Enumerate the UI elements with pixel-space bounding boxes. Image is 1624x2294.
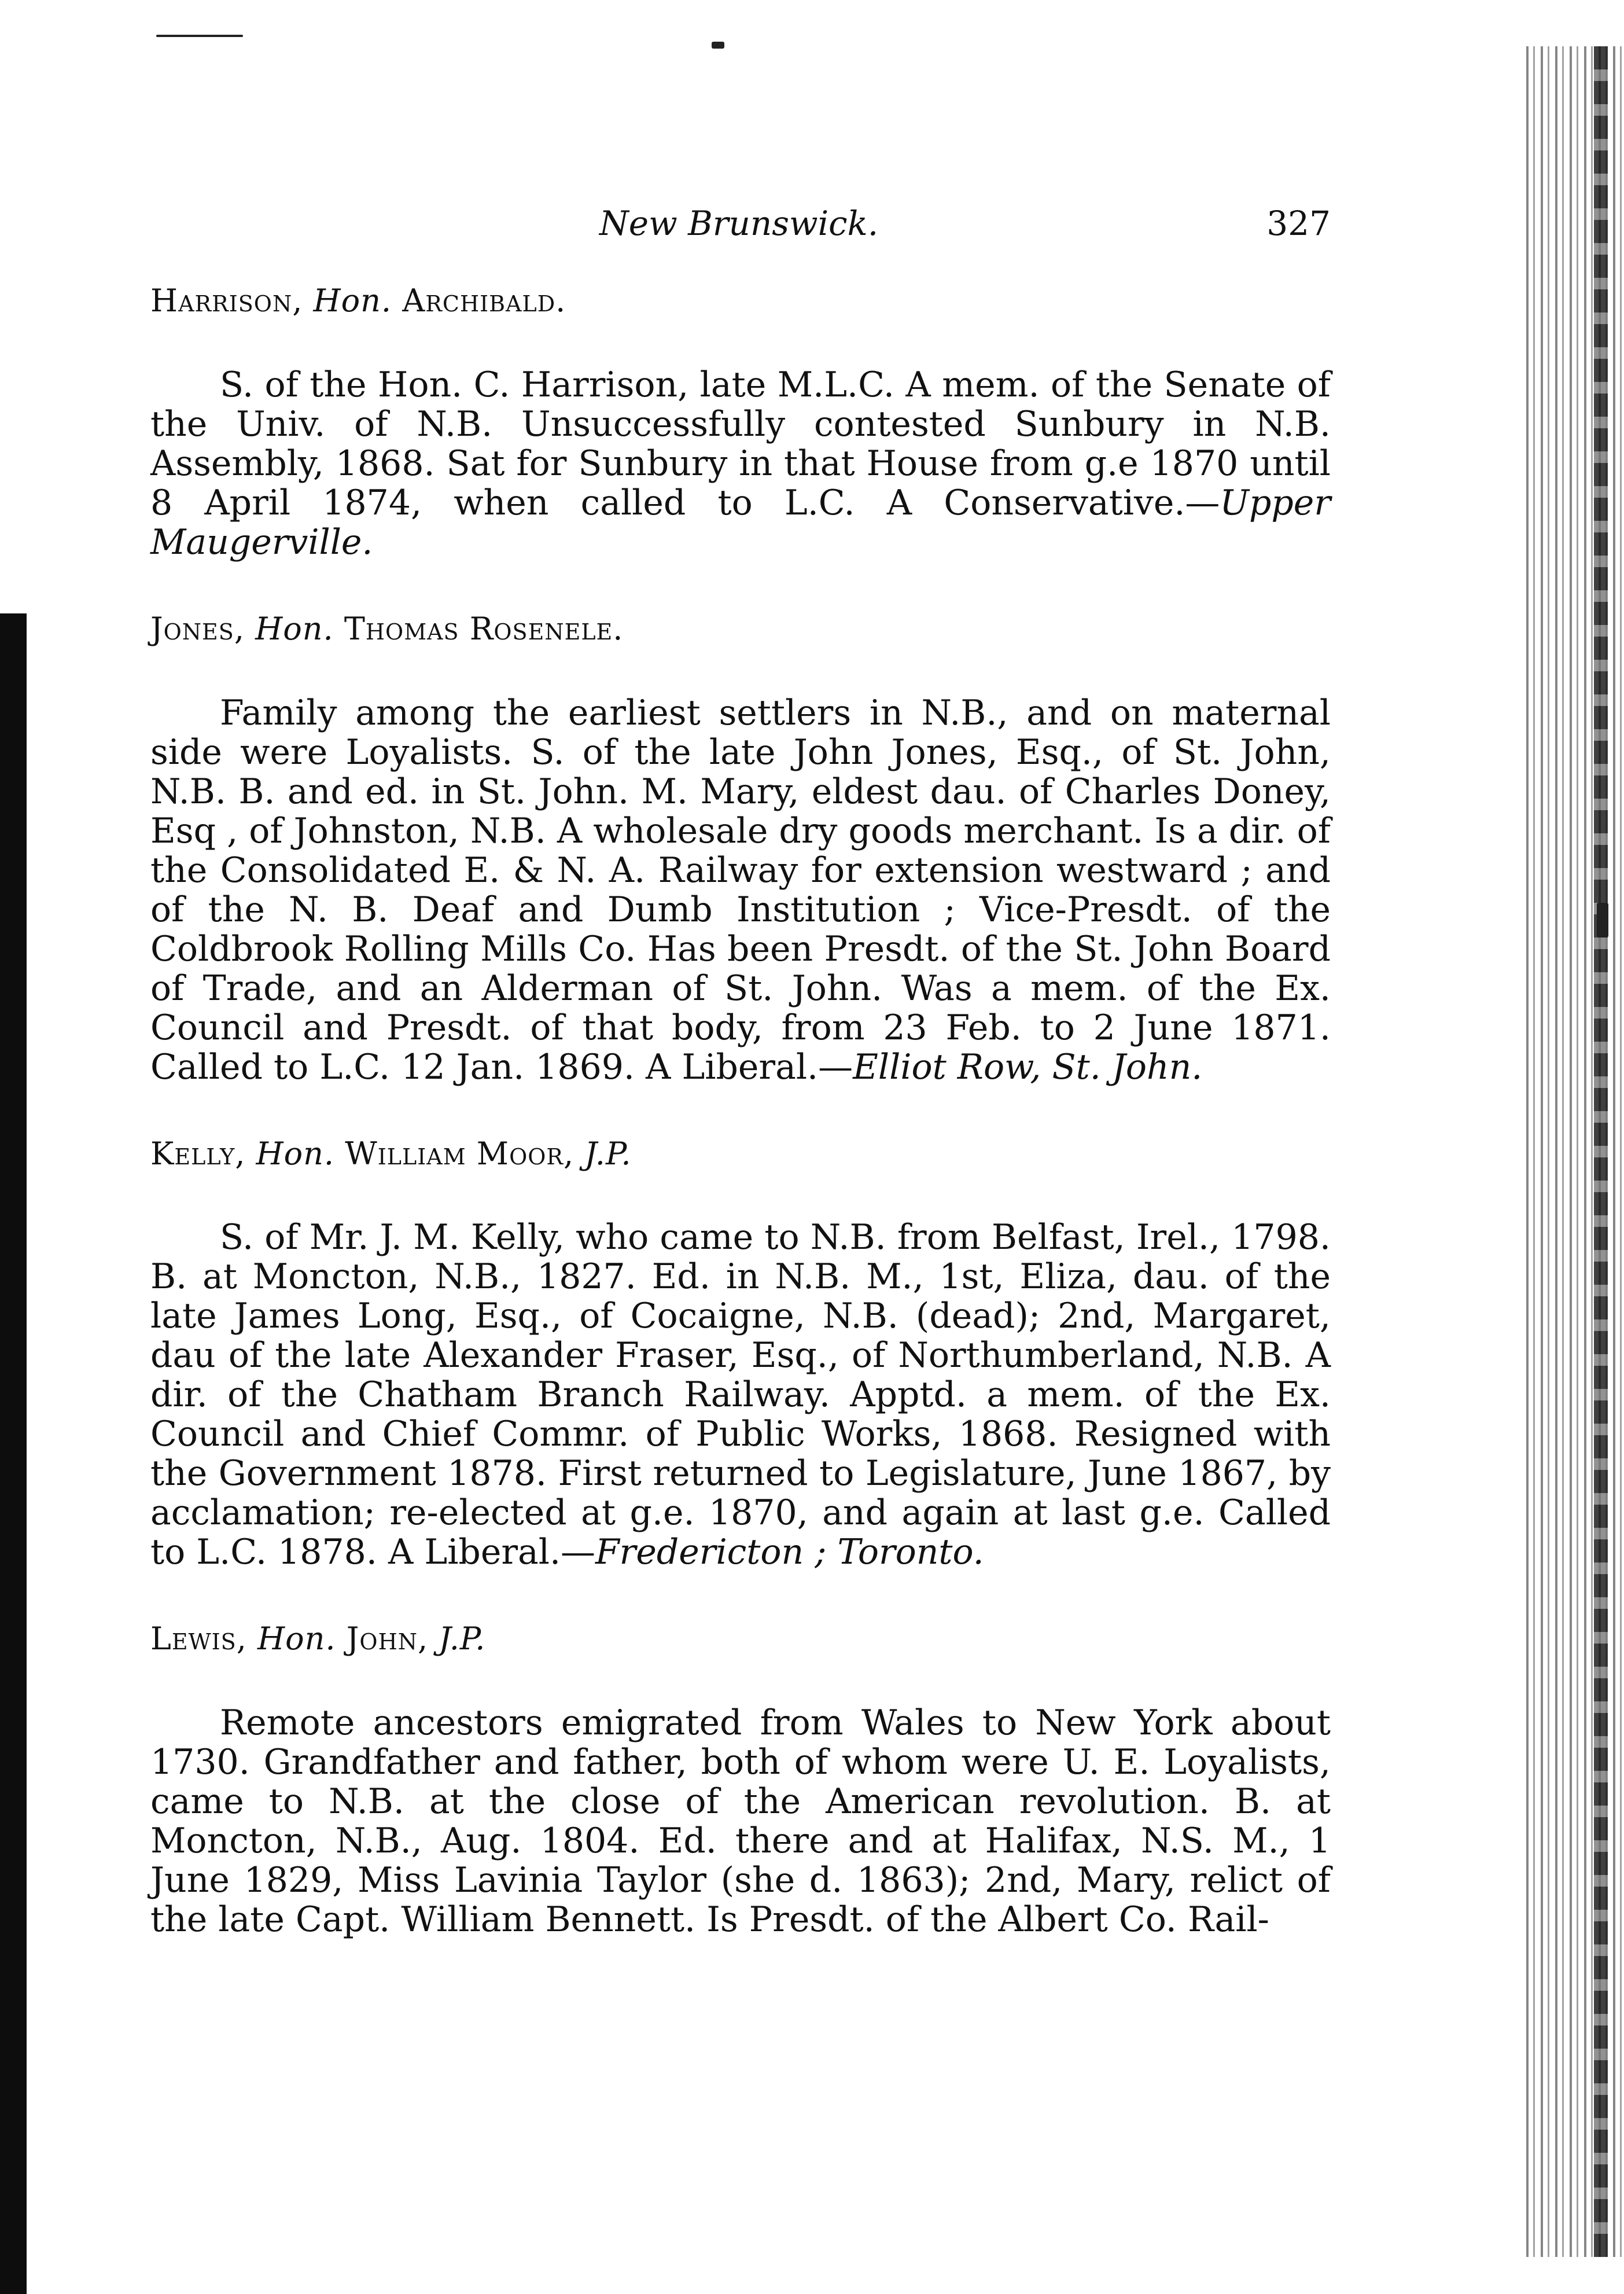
entry-honorific: Hon.	[256, 1135, 335, 1172]
entry-body	[150, 1218, 1331, 1572]
entry-name	[150, 611, 1331, 648]
entry-suffix: J.P.	[439, 1620, 486, 1657]
right-binding-shadow	[1520, 46, 1624, 2257]
running-title: New Brunswick.	[599, 204, 879, 243]
entry-kelly	[150, 1135, 1331, 1572]
entry-jones	[150, 611, 1331, 1087]
entry-residence: Upper Maugerville.	[150, 482, 1331, 563]
scan-speck	[712, 42, 724, 49]
entry-text: S. of Mr. J. M. Kelly, who came to N.B. from Belfast, Irel., 1798. B. at Moncton, N.B., 1827. Ed. in N.B. M., 1st, Eliza, dau. of the late James Long, Esq., of Cocaigne, N.B. (dead); 2nd, Margaret, dau of the late Alexander Fraser, Esq., of Northumberland, N.B. A dir. of the Chatham Branch Railway. Apptd. a mem. of the Ex. Council and Chief Commr. of Public Works, 1868. Resigned with the Government 1878. First returned to Legislature, June 1867, by acclamation; re-elected at g.e. 1870, and again at last g.e. Called to L.C. 1878. A Liberal.—	[150, 1217, 1331, 1573]
entry-given-name: Thomas Rosenele.	[344, 610, 624, 647]
entry-text: S. of the Hon. C. Harrison, late M.L.C. A mem. of the Senate of the Univ. of N.B. Unsuccessfully contested Sunbury in N.B. Assembly, 1868. Sat for Sunbury in that House from g.e 1870 until 8 April 1874, when called to L.C. A Conservative.—	[150, 364, 1331, 523]
page-content	[150, 282, 1331, 1988]
entry-residence: Fredericton ; Toronto.	[595, 1532, 984, 1573]
entry-honorific: Hon.	[313, 282, 392, 319]
entry-name	[150, 1135, 1331, 1173]
entry-surname: Lewis,	[150, 1620, 247, 1657]
entry-honorific: Hon.	[255, 610, 334, 647]
entry-suffix: J.P.	[584, 1135, 632, 1172]
entry-given-name: William Moor,	[345, 1135, 575, 1172]
entry-text: Family among the earliest settlers in N.B., and on maternal side were Loyalists. S. of the late John Jones, Esq., of St. John, N.B. B. and ed. in St. John. M. Mary, eldest dau. of Charles Doney, Esq , of Johnston, N.B. A wholesale dry goods merchant. Is a dir. of the Consolidated E. & N. A. Railway for extension westward ; and of the N. B. Deaf and Dumb Institution ; Vice-Presdt. of the Coldbrook Rolling Mills Co. Has been Presdt. of the St. John Board of Trade, and an Alderman of St. John. Was a mem. of the Ex. Council and Presdt. of that body, from 23 Feb. to 2 June 1871. Called to L.C. 12 Jan. 1869. A Liberal.—	[150, 692, 1331, 1087]
entry-harrison	[150, 282, 1331, 562]
scan-speck	[156, 35, 243, 37]
entry-body	[150, 1703, 1331, 1939]
entry-text: Remote ancestors emigrated from Wales to New York about 1730. Grandfather and father, both of whom were U. E. Loyalists, came to N.B. at the close of the American revolution. B. at Moncton, N.B., Aug. 1804. Ed. there and at Halifax, N.S. M., 1 June 1829, Miss Lavinia Taylor (she d. 1863); 2nd, Mary, relict of the late Capt. William Bennett. Is Presdt. of the Albert Co. Rail-	[150, 1703, 1331, 1940]
scan-speck	[1597, 903, 1608, 938]
entry-body	[150, 365, 1331, 562]
entry-honorific: Hon.	[257, 1620, 336, 1657]
entry-name	[150, 282, 1331, 320]
page-number: 327	[1266, 204, 1331, 243]
entry-given-name: Archibald.	[402, 282, 566, 319]
entry-surname: Jones,	[150, 610, 245, 647]
entry-body	[150, 693, 1331, 1087]
entry-lewis	[150, 1620, 1331, 1939]
entry-surname: Harrison,	[150, 282, 303, 319]
left-binding-shadow	[0, 613, 27, 2294]
entry-name	[150, 1620, 1331, 1658]
entry-given-name: John,	[346, 1620, 429, 1657]
right-binding-edge	[1594, 46, 1608, 2257]
entry-residence: Elliot Row, St. John.	[853, 1046, 1203, 1087]
entry-surname: Kelly,	[150, 1135, 246, 1172]
page-header	[150, 204, 1331, 250]
